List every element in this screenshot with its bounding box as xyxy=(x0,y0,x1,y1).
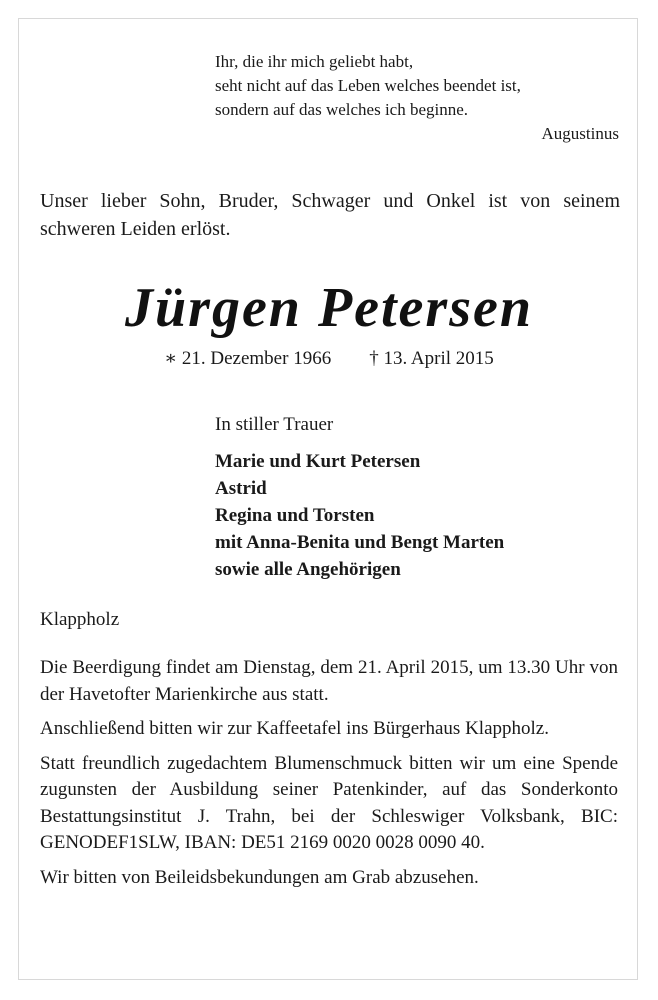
poem-line: seht nicht auf das Leben welches beendet ist, xyxy=(215,76,521,95)
funeral-details xyxy=(40,655,618,891)
death-date: † 13. April 2015 xyxy=(369,348,494,369)
mourners-heading: In stiller Trauer xyxy=(215,414,334,435)
epigraph-poem xyxy=(215,50,619,146)
place-name: Klappholz xyxy=(40,609,120,630)
life-dates xyxy=(0,345,658,373)
mourners-block xyxy=(215,412,635,583)
intro-text: Unser lieber Sohn, Bruder, Schwager und Onkel ist von seinem schweren Leiden erlöst. xyxy=(40,190,620,240)
mourners-names xyxy=(215,448,635,583)
reception-paragraph: Anschließend bitten wir zur Kaffeetafel ins Bürgerhaus Klappholz. xyxy=(40,718,549,739)
mourner-name: Marie und Kurt Petersen xyxy=(215,451,421,472)
poem-author: Augustinus xyxy=(541,124,619,143)
poem-line: sondern auf das welches ich beginne. xyxy=(215,100,469,119)
funeral-paragraph: Die Beerdigung findet am Dienstag, dem 21. April 2015, um 13.30 Uhr von der Havetofter Marienkirche aus statt. xyxy=(40,657,618,705)
poem-line: Ihr, die ihr mich geliebt habt, xyxy=(215,52,414,71)
donation-paragraph: Statt freundlich zugedachtem Blumenschmuck bitten wir um eine Spende zugunsten der Ausbildung seiner Patenkinder, auf das Sonderkonto Bestattungsinstitut J. Trahn, bei der Schleswiger Volksbank, BIC: GENODEF1SLW, IBAN: DE51 2169 0020 0028 0090 40. xyxy=(40,752,618,853)
condolence-paragraph: Wir bitten von Beileidsbekundungen am Grab abzusehen. xyxy=(40,866,479,888)
deceased-name: Jürgen Petersen xyxy=(125,277,533,339)
mourner-name: mit Anna-Benita und Bengt Marten xyxy=(215,532,505,553)
mourner-name: Astrid xyxy=(215,478,267,499)
birth-date: ∗ 21. Dezember 1966 xyxy=(164,348,332,369)
mourner-name: sowie alle Angehörigen xyxy=(215,559,401,580)
mourner-name: Regina und Torsten xyxy=(215,505,375,526)
